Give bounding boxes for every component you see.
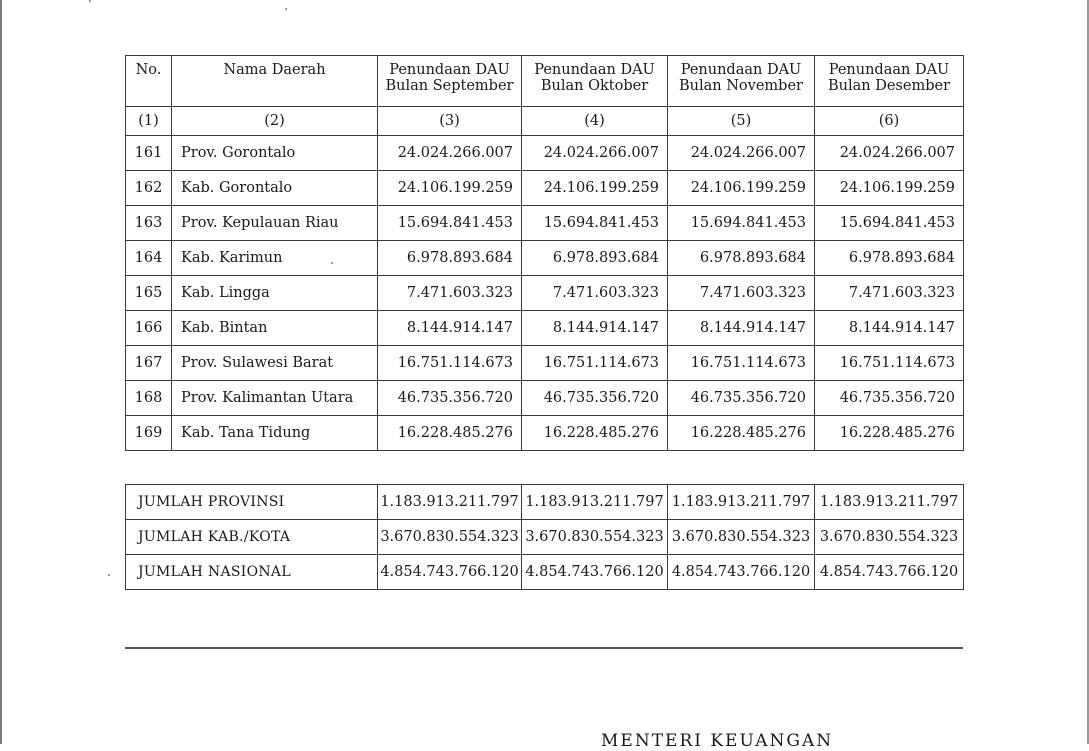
header-oktober: Penundaan DAU Bulan Oktober [522,56,668,107]
row-number: 164 [126,241,172,276]
total-november: 1.183.913.211.797 [668,485,815,520]
total-label: JUMLAH PROVINSI [126,485,378,520]
totals-table [125,484,964,590]
total-september: 3.670.830.554.323 [378,520,522,555]
scan-speck [285,8,287,10]
value-november: 16.228.485.276 [668,416,815,451]
scan-speck [89,0,91,2]
table-row [126,136,964,171]
scan-speck [108,574,110,576]
region-name: Kab. Lingga [172,276,378,311]
total-november: 4.854.743.766.120 [668,555,815,590]
value-november: 6.978.893.684 [668,241,815,276]
value-september: 8.144.914.147 [378,311,522,346]
region-name: Prov. Kepulauan Riau [172,206,378,241]
column-number: (6) [815,107,964,136]
header-november: Penundaan DAU Bulan November [668,56,815,107]
region-name: Prov. Kalimantan Utara [172,381,378,416]
header-september: Penundaan DAU Bulan September [378,56,522,107]
value-oktober: 7.471.603.323 [522,276,668,311]
value-desember: 8.144.914.147 [815,311,964,346]
region-name: Prov. Sulawesi Barat [172,346,378,381]
value-desember: 7.471.603.323 [815,276,964,311]
total-oktober: 3.670.830.554.323 [522,520,668,555]
value-oktober: 46.735.356.720 [522,381,668,416]
table-row [126,206,964,241]
value-desember: 24.106.199.259 [815,171,964,206]
horizontal-rule [125,647,963,649]
total-september: 1.183.913.211.797 [378,485,522,520]
dau-deferral-table [125,55,964,451]
total-desember: 4.854.743.766.120 [815,555,964,590]
column-number: (1) [126,107,172,136]
total-desember: 3.670.830.554.323 [815,520,964,555]
row-number: 166 [126,311,172,346]
header-nama-daerah: Nama Daerah [172,56,378,107]
region-name: Kab. Bintan [172,311,378,346]
column-number-row [126,107,964,136]
value-september: 24.024.266.007 [378,136,522,171]
region-name: Prov. Gorontalo [172,136,378,171]
value-desember: 16.751.114.673 [815,346,964,381]
value-september: 15.694.841.453 [378,206,522,241]
table-row [126,416,964,451]
row-number: 169 [126,416,172,451]
value-desember: 15.694.841.453 [815,206,964,241]
table-row [126,311,964,346]
total-label: JUMLAH KAB./KOTA [126,520,378,555]
total-label: JUMLAH NASIONAL [126,555,378,590]
table-row [126,276,964,311]
row-number: 165 [126,276,172,311]
value-september: 24.106.199.259 [378,171,522,206]
value-desember: 16.228.485.276 [815,416,964,451]
value-september: 6.978.893.684 [378,241,522,276]
table-row [126,346,964,381]
value-oktober: 16.751.114.673 [522,346,668,381]
total-november: 3.670.830.554.323 [668,520,815,555]
column-number: (4) [522,107,668,136]
value-oktober: 24.106.199.259 [522,171,668,206]
value-desember: 6.978.893.684 [815,241,964,276]
total-row [126,485,964,520]
column-number: (5) [668,107,815,136]
table-header-row [126,56,964,107]
value-oktober: 6.978.893.684 [522,241,668,276]
value-oktober: 24.024.266.007 [522,136,668,171]
region-name: Kab. Karimun [172,241,378,276]
value-oktober: 8.144.914.147 [522,311,668,346]
table-row [126,241,964,276]
row-number: 168 [126,381,172,416]
value-september: 16.228.485.276 [378,416,522,451]
value-oktober: 15.694.841.453 [522,206,668,241]
value-november: 15.694.841.453 [668,206,815,241]
total-oktober: 4.854.743.766.120 [522,555,668,590]
row-number: 162 [126,171,172,206]
table-row [126,171,964,206]
total-row [126,520,964,555]
value-november: 16.751.114.673 [668,346,815,381]
value-desember: 46.735.356.720 [815,381,964,416]
table-row [126,381,964,416]
region-name: Kab. Tana Tidung [172,416,378,451]
value-september: 16.751.114.673 [378,346,522,381]
value-november: 24.106.199.259 [668,171,815,206]
value-november: 46.735.356.720 [668,381,815,416]
header-no: No. [126,56,172,107]
row-number: 161 [126,136,172,171]
total-desember: 1.183.913.211.797 [815,485,964,520]
value-november: 7.471.603.323 [668,276,815,311]
value-desember: 24.024.266.007 [815,136,964,171]
value-november: 8.144.914.147 [668,311,815,346]
header-desember: Penundaan DAU Bulan Desember [815,56,964,107]
column-number: (3) [378,107,522,136]
value-september: 7.471.603.323 [378,276,522,311]
total-september: 4.854.743.766.120 [378,555,522,590]
value-oktober: 16.228.485.276 [522,416,668,451]
total-row [126,555,964,590]
row-number: 163 [126,206,172,241]
region-name: Kab. Gorontalo [172,171,378,206]
signatory-title: MENTERI KEUANGAN [601,731,834,751]
page-left-edge [0,0,2,744]
column-number: (2) [172,107,378,136]
row-number: 167 [126,346,172,381]
total-oktober: 1.183.913.211.797 [522,485,668,520]
value-september: 46.735.356.720 [378,381,522,416]
value-november: 24.024.266.007 [668,136,815,171]
